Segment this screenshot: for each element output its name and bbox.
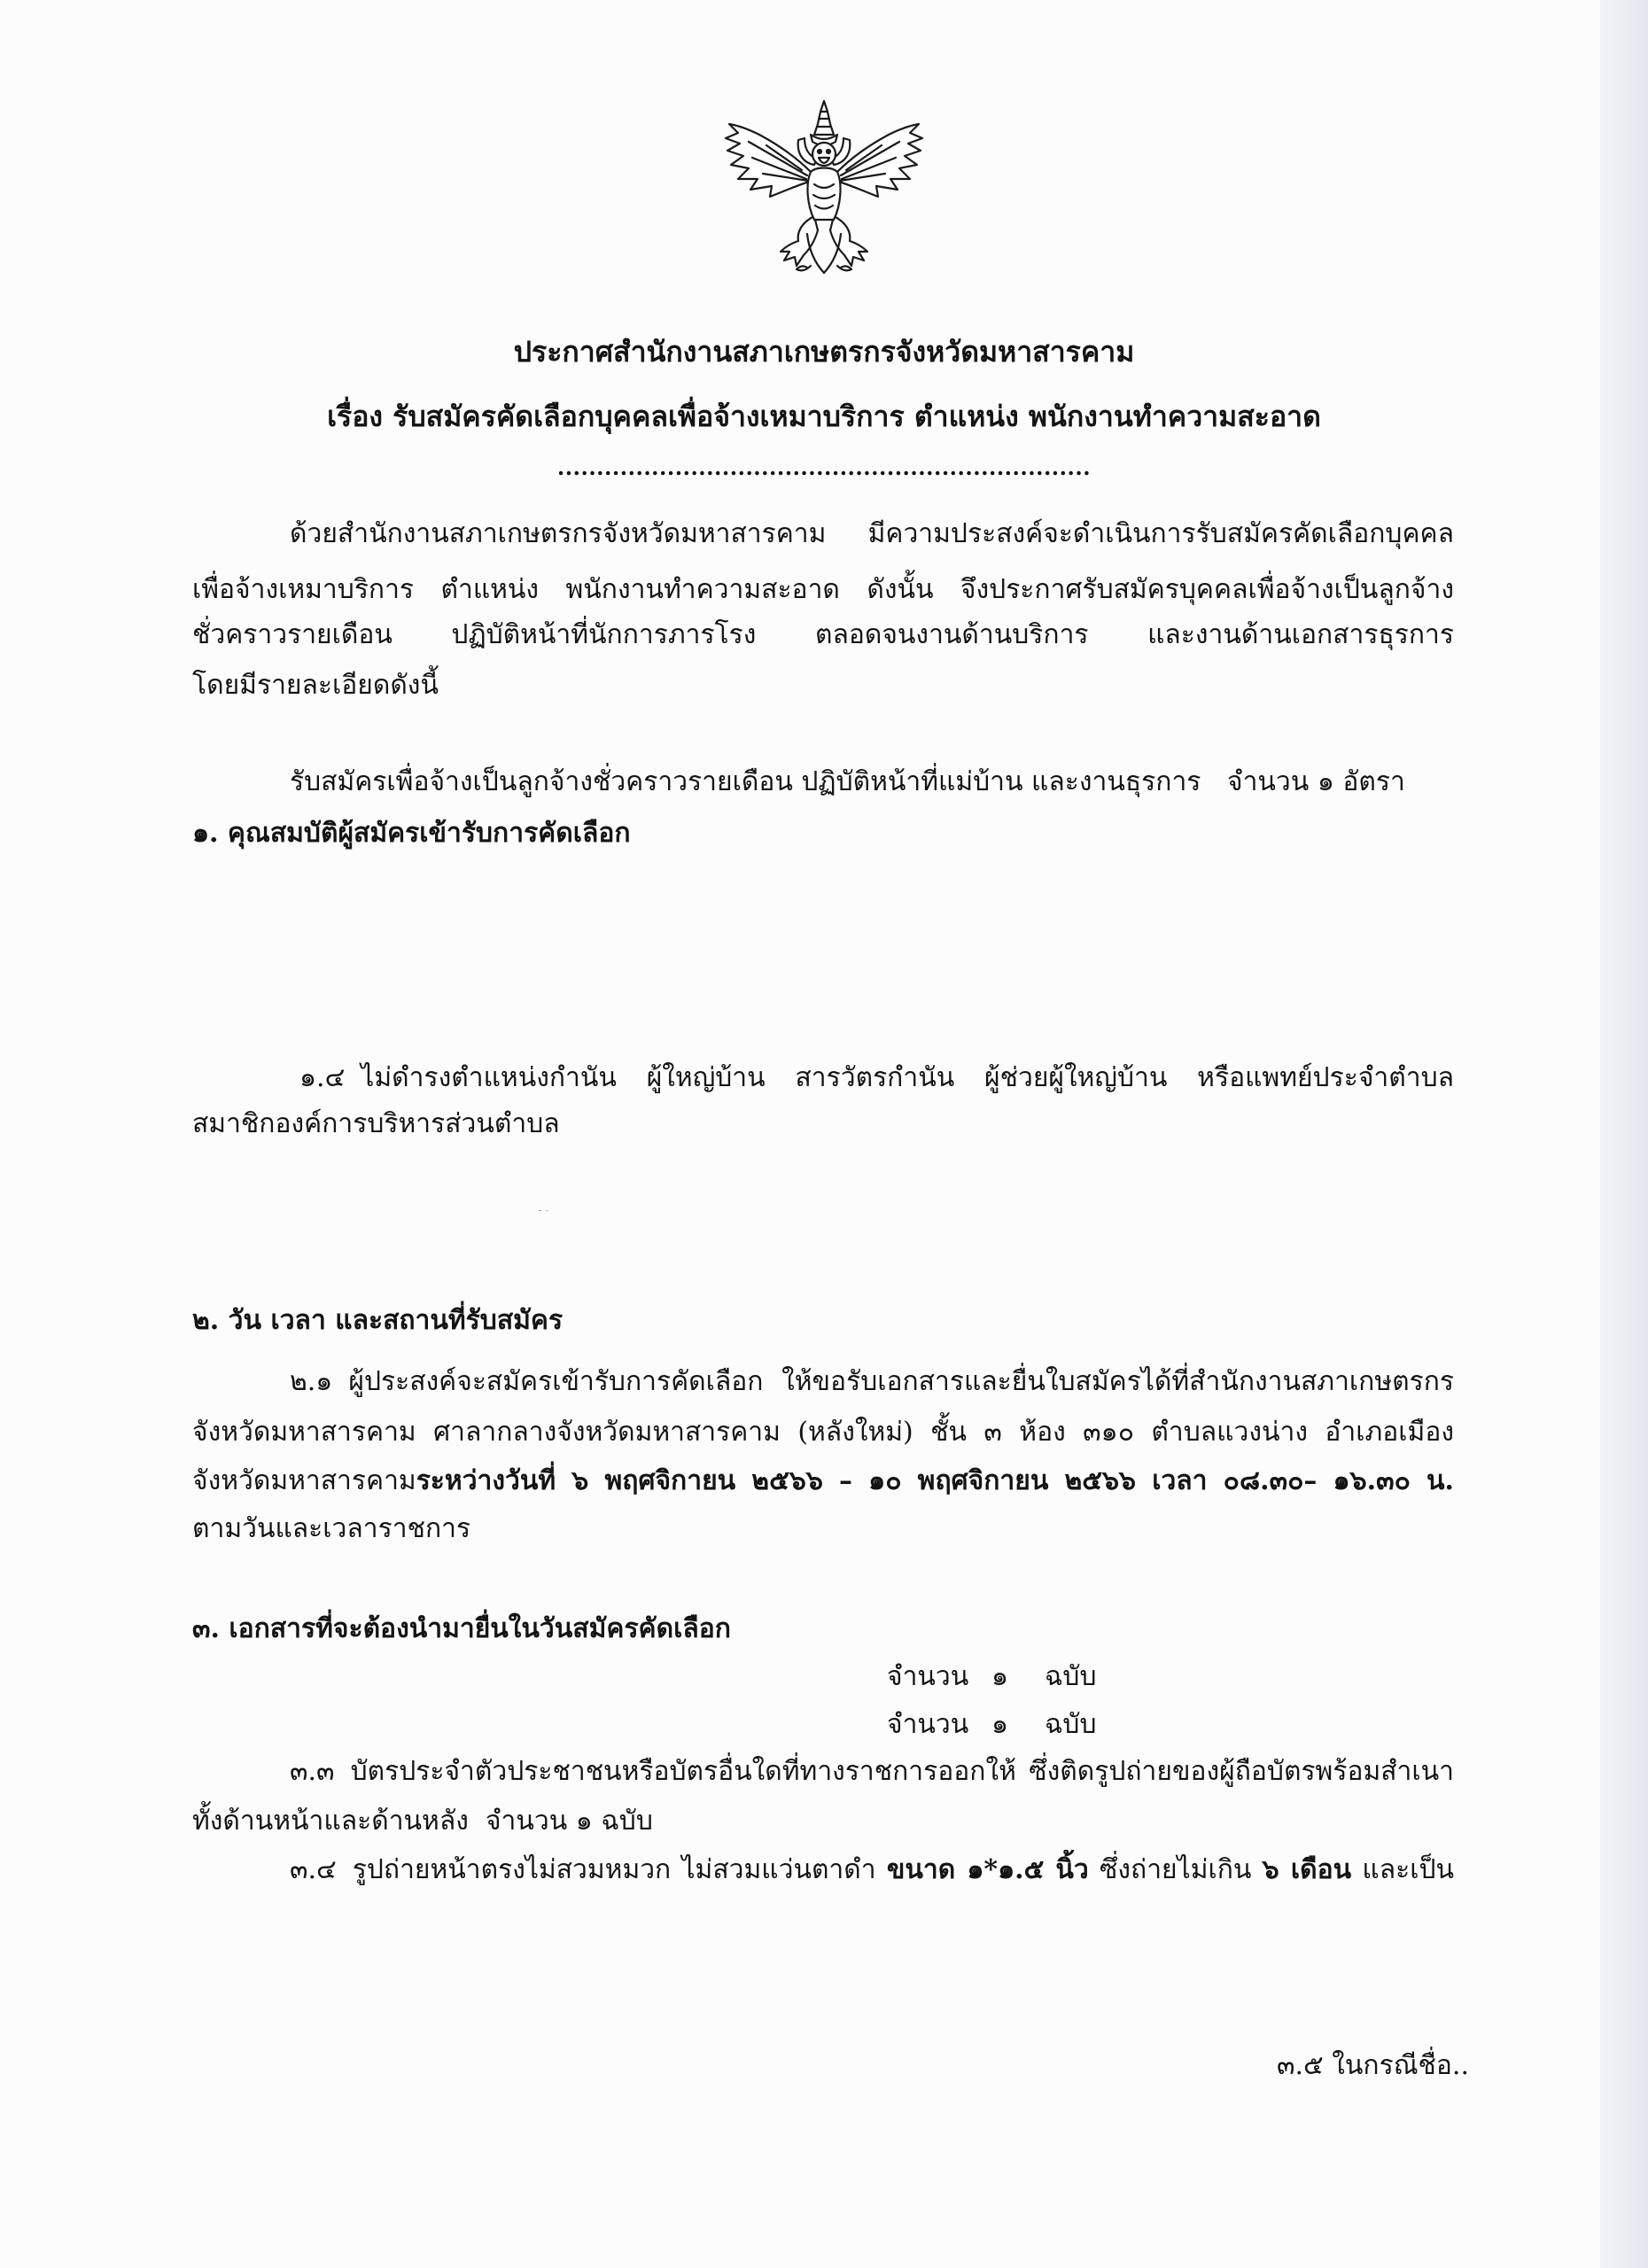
intro-line-3: ชั่วคราวรายเดือน ปฏิบัติหน้าที่นักการภารโรง ตลอดจนงานด้านบริการ และงานด้านเอกสารธุรการ xyxy=(192,619,1454,650)
intro-line-2: เพื่อจ้างเหมาบริการ ตำแหน่ง พนักงานทำความสะอาด ดังนั้น จึงประกาศรับสมัครบุคคลเพื่อจ้างเป็นลูกจ้าง xyxy=(192,574,1454,605)
position-text: รับสมัครเพื่อจ้างเป็นลูกจ้างชั่วคราวรายเดือน ปฏิบัติหน้าที่แม่บ้าน และงานธุรการ xyxy=(290,766,1201,797)
item-3-2-count: ๑ xyxy=(991,1709,1009,1740)
item-3-1-count: ๑ xyxy=(991,1661,1009,1692)
emblem-body xyxy=(808,168,841,221)
header-separator: .................................................................... xyxy=(556,454,1092,480)
garuda-emblem xyxy=(722,99,926,281)
application-period: ระหว่างวันที่ ๖ พฤศจิกายน ๒๕๖๖ – ๑๐ พฤศจิกายน ๒๕๖๖ เวลา ๐๘.๓๐– ๑๖.๓๐ น. xyxy=(416,1465,1454,1496)
item-3-2-unit: ฉบับ xyxy=(1045,1709,1097,1740)
item-2-1-line-4: ตามวันและเวลาราชการ xyxy=(192,1513,471,1544)
item-3-3 xyxy=(290,1751,1454,1792)
announcement-subject: เรื่อง รับสมัครคัดเลือกบุคคลเพื่อจ้างเหมาบริการ ตำแหน่ง พนักงานทำความสะอาด xyxy=(327,400,1321,433)
item-1-5 xyxy=(299,1170,1454,1211)
item-text: ไม่ดำรงตำแหน่งกำนัน ผู้ใหญ่บ้าน สารวัตรกำนัน ผู้ช่วยผู้ใหญ่บ้าน หรือแพทย์ประจำตำบล xyxy=(361,1062,1454,1093)
item-number: ๑.๔ xyxy=(299,1062,346,1093)
item-1-6 xyxy=(299,1234,1454,1275)
item-3-1-count-label: จำนวน xyxy=(887,1661,969,1692)
item-text: ผู้ประสงค์จะสมัครเข้ารับการคัดเลือก ให้ขอรับเอกสารและยื่นใบสมัครได้ที่สำนักงานสภาเกษตรกร xyxy=(348,1366,1454,1397)
emblem-eye-right xyxy=(827,150,830,153)
item-2-1-line-3 xyxy=(192,1461,1454,1502)
item-text-2: ซึ่งถ่ายไม่เกิน xyxy=(1088,1854,1263,1885)
emblem-left-leg xyxy=(781,216,818,266)
item-text: รูปถ่ายหน้าตรงไม่สวมหมวก ไม่สวมแว่นตาดำ xyxy=(352,1854,887,1885)
continuation-note: ๓.๕ ในกรณีชื่อ.. xyxy=(1276,2050,1469,2081)
item-text: จังหวัดมหาสารคาม xyxy=(192,1465,416,1496)
item-3-2-count-label: จำนวน xyxy=(887,1709,969,1740)
item-2-2 xyxy=(290,1558,1454,1599)
item-1-1 xyxy=(299,860,1454,901)
item-3-1 xyxy=(290,1657,875,1697)
item-text-3: และเป็น xyxy=(1351,1854,1454,1885)
intro-line-4: โดยมีรายละเอียดดังนี้ xyxy=(192,670,439,701)
item-1-4-continuation: สมาชิกองค์การบริหารส่วนตำบล xyxy=(192,1108,560,1139)
announcement-title: ประกาศสำนักงานสภาเกษตรกรจังหวัดมหาสารคาม xyxy=(513,335,1135,369)
section3-heading: ๓. เอกสารที่จะต้องนำมายื่นในวันสมัครคัดเลือก xyxy=(192,1613,731,1644)
item-text: บัตรประจำตัวประชาชนหรือบัตรอื่นใดที่ทางราชการออกให้ ซึ่งติดรูปถ่ายของผู้ถือบัตรพร้อมสำเนา xyxy=(350,1756,1454,1787)
item-number: ๓.๓ xyxy=(290,1756,335,1787)
section2-heading: ๒. วัน เวลา และสถานที่รับสมัคร xyxy=(192,1305,564,1336)
item-2-1 xyxy=(290,1362,1454,1402)
item-1-4 xyxy=(299,1058,1454,1099)
emblem-eye-left xyxy=(818,150,821,153)
item-1-2 xyxy=(299,926,1454,967)
item-2-1-line-2: จังหวัดมหาสารคาม ศาลากลางจังหวัดมหาสารคาม (หลังใหม่) ชั้น ๓ ห้อง ๓๑๐ ตำบลแวงน่าง อำเภอเมือง xyxy=(192,1417,1454,1448)
item-number: ๒.๑ xyxy=(290,1366,333,1397)
item-3-4 xyxy=(290,1850,1454,1891)
item-1-3 xyxy=(299,990,1454,1030)
photo-age: ๖ เดือน xyxy=(1262,1854,1352,1885)
position-heading xyxy=(192,713,1454,754)
position-count: จำนวน ๑ อัตรา xyxy=(1227,766,1405,797)
emblem-left-wing xyxy=(726,124,812,197)
item-3-2 xyxy=(290,1705,875,1745)
photo-size: ขนาด ๑*๑.๕ นิ้ว xyxy=(886,1854,1089,1885)
item-3-3-continuation: ทั้งด้านหน้าและด้านหลัง จำนวน ๑ ฉบับ xyxy=(192,1806,653,1837)
item-3-1-unit: ฉบับ xyxy=(1045,1661,1097,1692)
section1-heading: ๑. คุณสมบัติผู้สมัครเข้ารับการคัดเลือก xyxy=(192,818,631,849)
intro-line-1: ด้วยสำนักงานสภาเกษตรกรจังหวัดมหาสารคาม มีความประสงค์จะดำเนินการรับสมัครคัดเลือกบุคคล xyxy=(290,518,1454,549)
item-3-4-continuation xyxy=(192,1899,1454,1940)
item-number: ๓.๔ xyxy=(290,1854,337,1885)
